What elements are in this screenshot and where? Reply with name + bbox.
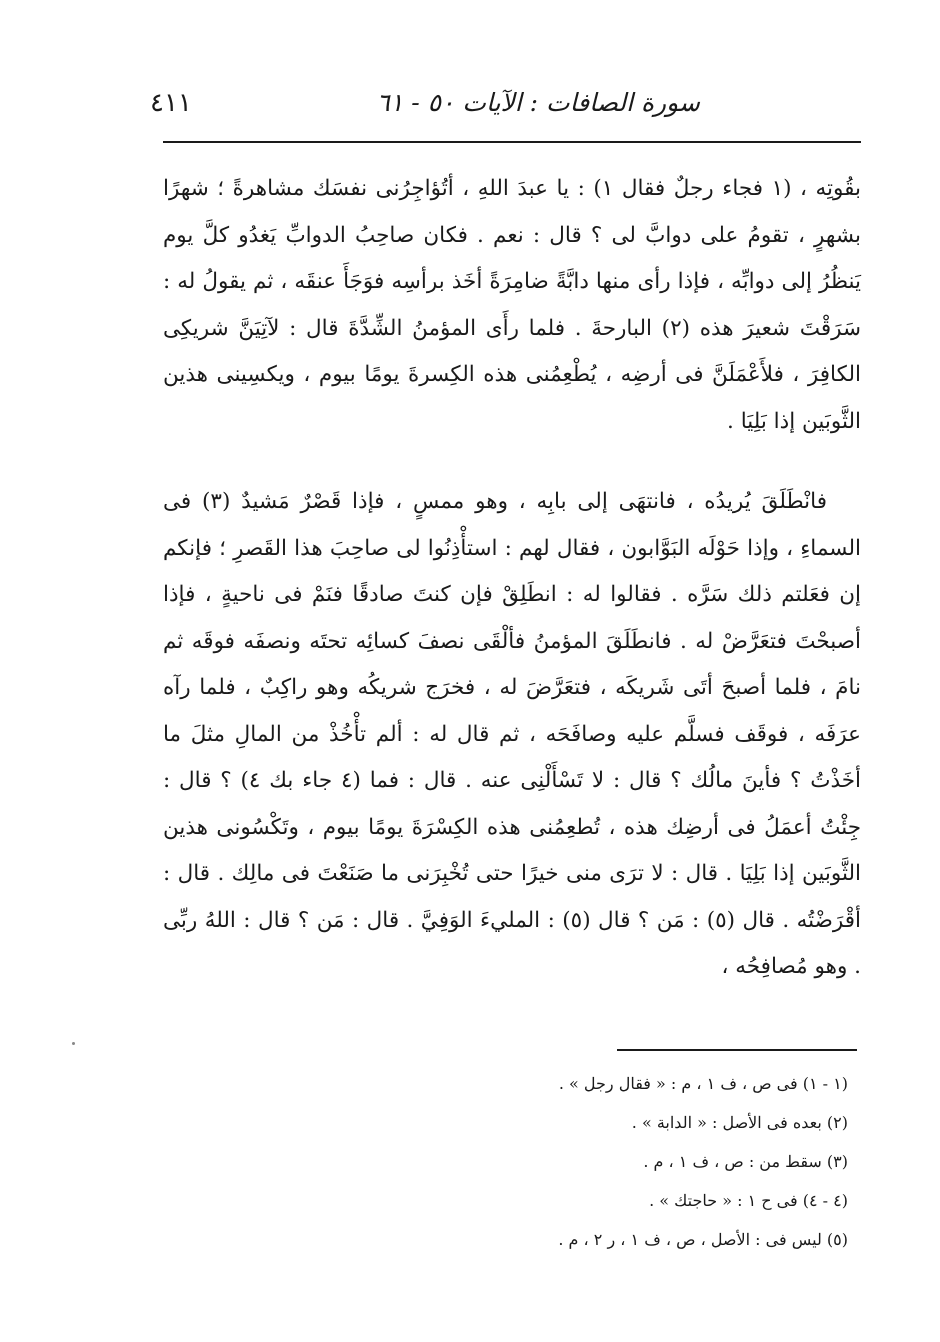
paragraph-2: فانْطَلَقَ يُريدُه ، فانتهَى إلى بابِه ، وهو ممسٍ ، فإذا قَصْرٌ مَشيدٌ (٣) فى السماءِ ، وإذا حَوْلَه البَوَّابون ، فقال لهم : استأْذِنُوا لى صاحِبَ هذا القَصرِ ؛ فإنكم إن فعَلتم ذلك سَرَّه . فقالوا له : انطَلِقْ فإن كنتَ صادقًا فنَمْ فى ناحيةٍ ، فإذا أصبحْتَ فتعَرَّضْ له . فانطَلَقَ المؤمنُ فألْقَى نصفَ كسائِه تحتَه ونصفَه فوقَه ثم نامَ ، فلما أصبحَ أتَى شَريكَه ، فتعَرَّضَ له ، فخرَج شريكُه وهو راكِبٌ ، فلما رآه عرَفَه ، فوقَف فسلَّم عليه وصافَحَه ، ثم قال له : ألم تأْخُذْ من المالِ مثلَ ما أخَذْتُ ؟ فأينَ مالُك ؟ قال : لا تَسْأَلْنِى عنه . قال : فما (٤ جاء بك ٤) ؟ قال : جِئْتُ أعمَلُ فى أرضِك هذه ، تُطعِمُنى هذه الكِسْرَةَ يومًا بيوم ، وتَكْسُونى هذين الثَّوبَين إذا بَلِيَا . قال : لا ترَى منى خيرًا حتى تُخْبِرَنى ما صَنَعْتَ فى مالِك . قال : أقْرَضْتُه . قال (٥) : مَن ؟ قال (٥) : المليءَ الوَفِيَّ . قال : مَن ؟ قال : اللهُ ربِّى . وهو مُصافِحُه ، xyxy=(163,489,862,979)
scan-speck xyxy=(72,1042,75,1045)
running-title: سورة الصافات : الآيات ٥٠ - ٦١ xyxy=(376,88,700,117)
footnotes xyxy=(300,1064,848,1259)
footnote-5: (٥) ليس فى : الأصل ، ص ، ف ١ ، ر ٢ ، م . xyxy=(558,1230,848,1249)
page-header xyxy=(150,88,860,128)
page-number: ٤١١ xyxy=(150,88,192,118)
paragraph-1: بقُوتِه ، (١ فجاء رجلٌ فقال ١) : يا عبدَ اللهِ ، أتُؤاجِرُنى نفسَك مشاهرةً ؛ شهرًا بشهرٍ ، تقومُ على دوابَّ لى ؟ قال : نعم . فكان صاحِبُ الدوابِّ يَغدُو كلَّ يوم يَنظُرُ إلى دوابِّه ، فإذا رأى منها دابَّةً ضامِرَةً أخَذ برأسِه فوَجَأَ عنقَه ، ثم يقولُ له : سَرَقْتَ شعيرَ هذه (٢) البارحةَ . فلما رأَى المؤمنُ الشِّدَّةَ قال : لآتِيَنَّ شريكِى الكافِرَ ، فلأَعْمَلَنَّ فى أرضِه ، يُطْعِمُنى هذه الكِسرةَ يومًا بيوم ، ويكسِينى هذين الثَّوبَين إذا بَلِيَا . xyxy=(163,176,861,434)
footnote-3: (٣) سقط من : ص ، ف ١ ، م . xyxy=(643,1152,848,1171)
header-rule xyxy=(163,141,861,143)
footnote-4: (٤ - ٤) فى ح ١ : « حاجتك » . xyxy=(649,1191,848,1210)
paragraph-spacer xyxy=(163,445,861,479)
footnote-1: (١ - ١) فى ص ، ف ١ ، م : « فقال رجل » . xyxy=(558,1074,848,1093)
main-text xyxy=(163,166,861,991)
footnote-rule xyxy=(617,1049,857,1051)
footnote-2: (٢) بعده فى الأصل : « الدابة » . xyxy=(631,1113,848,1132)
